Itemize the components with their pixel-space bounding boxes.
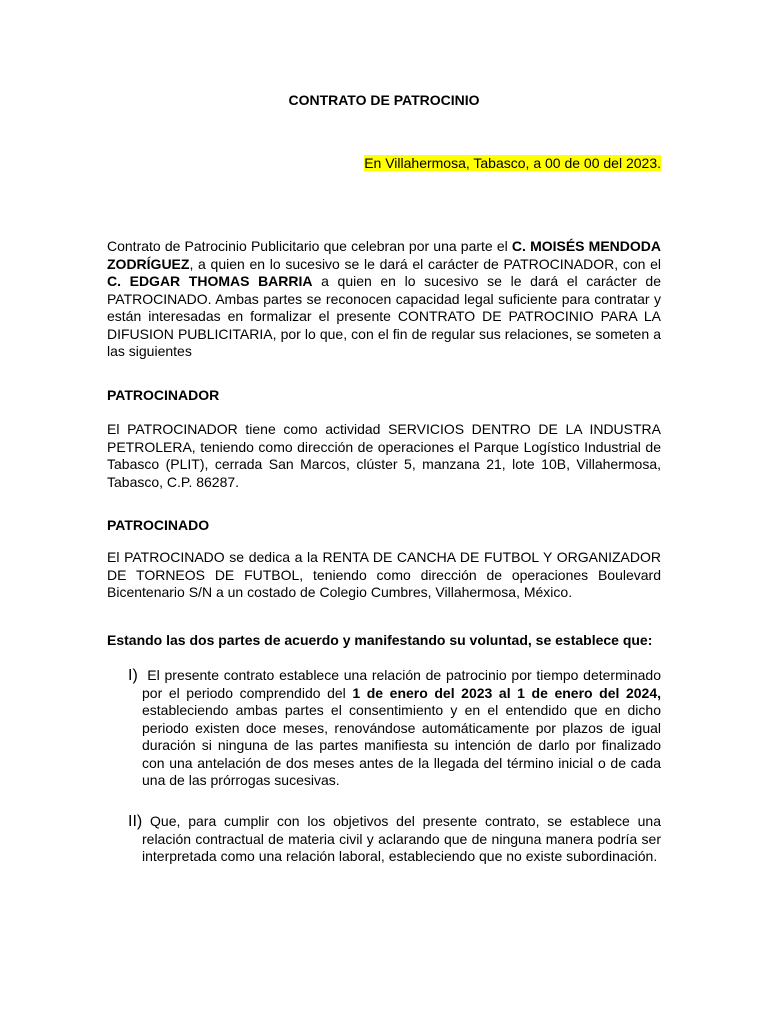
document-title: CONTRATO DE PATROCINIO — [288, 92, 480, 108]
intro-text-3: a quien en lo sucesivo se le dará el carácter de PATROCINADO. Ambas partes se reconocen capacidad legal suficiente para contratar y están interesadas en formalizar el presente CONTRATO DE PATROCINIO PARA LA DIFUSION PUBLICITARIA, por lo que, con el fin de regular sus relaciones, se someten a las siguientes — [107, 273, 661, 359]
clause-2-numeral: II) — [128, 813, 143, 830]
intro-text-2: , a quien en lo sucesivo se le dará el carácter de PATROCINADOR, con el — [189, 255, 661, 272]
place-date-line — [364, 155, 661, 173]
intro-paragraph — [107, 238, 661, 361]
clause-1-text-2: estableciendo ambas partes el consentimiento y en el entendido que en dicho periodo existen doce meses, renovándose automáticamente por plazos de igual duración si ninguna de las partes manifiesta su intención de darlo por finalizado con una antelación de dos meses antes de la llegada del término inicial o de cada una de las prórrogas sucesivas. — [142, 702, 661, 788]
sponsor-heading: PATROCINADOR — [107, 387, 220, 403]
intro-text-1: Contrato de Patrocinio Publicitario que celebran por una parte el — [107, 238, 512, 254]
clause-1-text-1: El presente contrato establece una relación de patrocinio por tiempo determinado por el periodo comprendido del — [142, 667, 662, 701]
clause-2-text — [128, 813, 661, 866]
clause-1-period: 1 de enero del 2023 al 1 de enero del 2024, — [352, 684, 662, 701]
clause-2-text-1: Que, para cumplir con los objetivos del presente contrato, se establece una relación contractual de materia civil y aclarando que de ninguna manera podría ser interpretada como una relación laboral, estableciendo que no existe subordinación. — [142, 813, 662, 864]
clause-2 — [128, 813, 661, 866]
clause-1-numeral: I) — [128, 667, 138, 684]
sponsor-paragraph: El PATROCINADOR tiene como actividad SERVICIOS DENTRO DE LA INDUSTRA PETROLERA, teniendo como dirección de operaciones el Parque Logístico Industrial de Tabasco (PLIT), cerrada San Marcos, clúster 5, manzana 21, lote 10B, Villahermosa, Tabasco, C.P. 86287. — [107, 421, 661, 490]
sponsored-heading: PATROCINADO — [107, 517, 210, 533]
clause-1 — [128, 667, 661, 790]
agreement-heading: Estando las dos partes de acuerdo y manifestando su voluntad, se establece que: — [107, 632, 653, 648]
intro-party-sponsor: C. MOISÉS MENDODA ZODRÍGUEZ — [107, 238, 661, 272]
clause-1-text — [128, 667, 661, 790]
sponsored-paragraph: El PATROCINADO se dedica a la RENTA DE CANCHA DE FUTBOL Y ORGANIZADOR DE TORNEOS DE FUTBOL, teniendo como dirección de operaciones Boulevard Bicentenario S/N a un costado de Colegio Cumbres, Villahermosa, México. — [107, 549, 661, 600]
place-date-highlight: En Villahermosa, Tabasco, a 00 de 00 del 2023. — [364, 155, 661, 171]
intro-party-sponsored: C. EDGAR THOMAS BARRIA — [107, 273, 313, 289]
